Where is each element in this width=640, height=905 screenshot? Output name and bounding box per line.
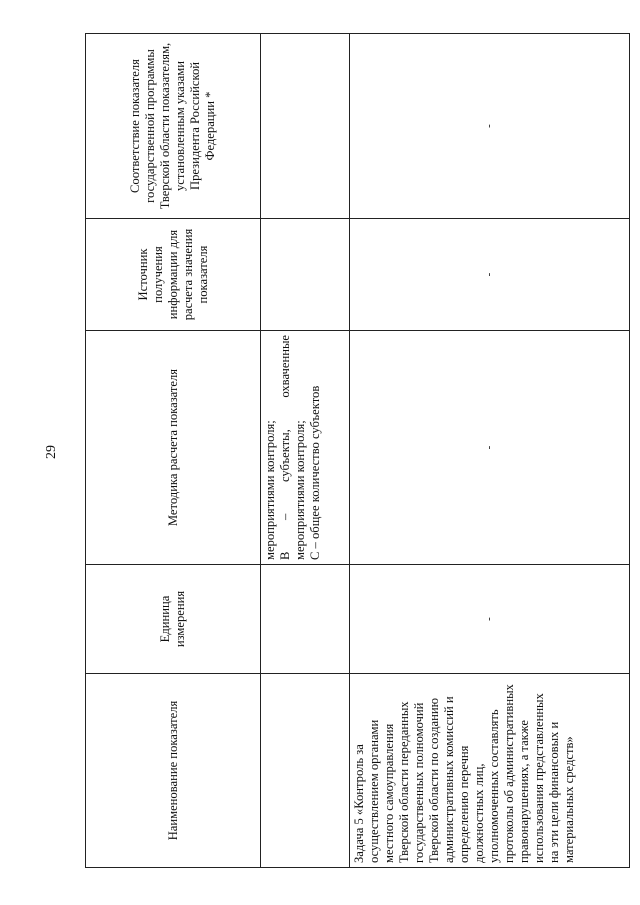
cell-method-formula [261,331,350,565]
header-compliance: Соответствие показателя государственной программы Тверской области показателям, установленным указами Президента Российской Федерации * [86,34,261,219]
cell-unit-empty [261,565,350,674]
cell-task-compliance: - [350,34,630,219]
page-number: 29 [44,445,59,459]
header-method: Методика расчета показателя [86,331,261,565]
cell-name-empty [261,674,350,868]
cell-compliance-empty [261,34,350,219]
cell-source-empty [261,219,350,331]
table-row-task-5 [350,34,630,868]
cell-task-source: - [350,219,630,331]
method-line: мероприятиями контроля; [263,420,277,560]
method-line: С – общее количество субъектов [308,385,322,560]
table-header-row [86,34,261,868]
cell-task-unit: - [350,565,630,674]
header-source: Источник получения информации для расчета значения показателя [86,219,261,331]
method-line: В – субъекты, охваченные мероприятиями контроля; [278,335,307,560]
indicator-table [85,33,630,868]
header-unit: Единица измерения [86,565,261,674]
header-name: Наименование показателя [86,674,261,868]
table-row-continued [261,34,350,868]
indicator-table-rotated [85,34,630,868]
cell-task-method: - [350,331,630,565]
cell-task-name: Задача 5 «Контроль за осуществлением органами местного самоуправления Тверской области переданных государственных полномочий Тверской области по созданию административных комиссий и определению перечня должностных лиц, уполномоченных составлять протоколы об административных правонарушениях, а также использования представленных на эти цели финансовых и материальных средств» [350,674,630,868]
